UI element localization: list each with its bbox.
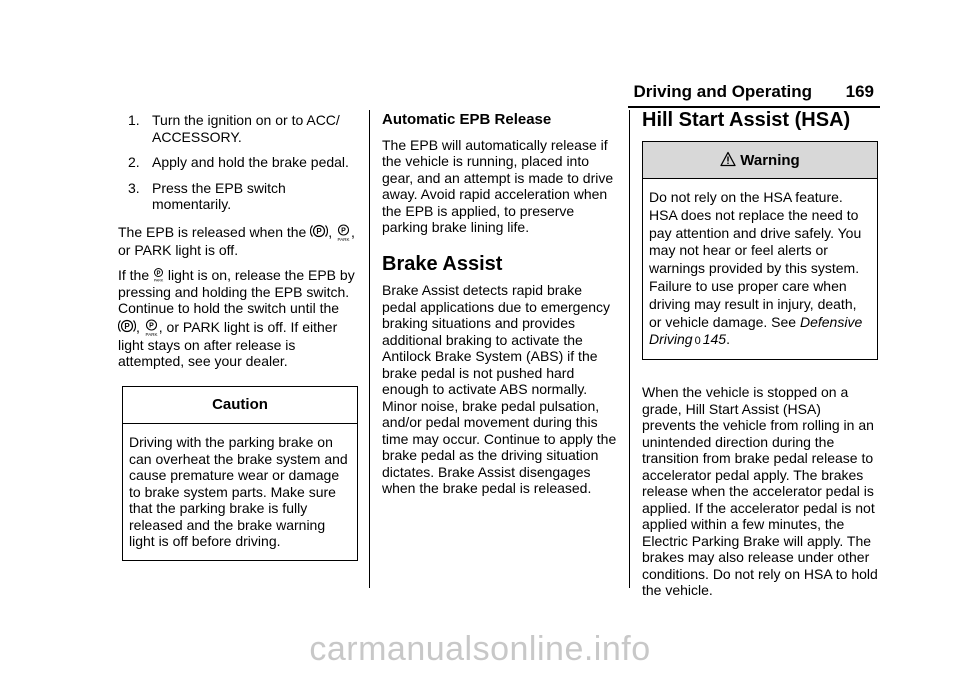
step-item: 2. Apply and hold the brake pedal.	[128, 154, 349, 170]
svg-text:P: P	[156, 270, 161, 277]
column-1	[118, 112, 358, 561]
park-icon	[153, 268, 164, 282]
auto-epb-text: The EPB will automatically release if the vehicle is running, placed into gear, and an attempt is made to drive away. Avoid rapid acceleration when the EPB is applied, to preserve parking brake lining life.	[382, 136, 614, 235]
page-number: 169	[845, 82, 874, 101]
header-rule	[628, 106, 880, 108]
caution-box	[122, 386, 358, 561]
section-title: Driving and Operating	[633, 82, 812, 101]
svg-text:P: P	[148, 322, 154, 329]
if-light-paragraph: If the P PARK light is on, release the EPB by pressing and holding the EPB switch. Continue to hold the switch until the P , P PARK , or PARK light is off. If either light stays on after release is attempted, see your dealer.	[118, 267, 355, 369]
svg-text:PARK: PARK	[153, 278, 164, 282]
park-icon	[144, 319, 159, 337]
column-3	[642, 109, 878, 608]
auto-epb-heading: Automatic EPB Release	[382, 111, 552, 128]
page-ref-arrow: 0	[694, 335, 701, 348]
page-header	[0, 82, 880, 106]
brake-assist-heading: Brake Assist	[382, 252, 503, 275]
column-divider-1	[369, 110, 370, 588]
warning-icon	[720, 151, 736, 167]
svg-text:PARK: PARK	[337, 236, 350, 242]
svg-text:PARK: PARK	[145, 331, 158, 337]
parking-brake-icon	[310, 222, 328, 240]
step-item: 1. Turn the ignition on or to ACC/ ACCESSORY.	[128, 112, 340, 145]
park-icon	[336, 224, 351, 242]
release-steps	[122, 112, 358, 213]
page-ref-number[interactable]: 145	[702, 331, 727, 348]
svg-text:P: P	[341, 227, 346, 234]
warning-box	[642, 141, 878, 361]
brake-assist-text: Brake Assist detects rapid brake pedal applications due to emergency braking situations and provides additional braking to activate the Antilock Brake System (ABS) if the brake pedal is not pushed hard enough to activate ABS normally. Minor noise, brake pedal pulsation, and/or pedal movement during this time may occur. Continue to apply the brake pedal as the driving situation dictates. Brake Assist disengages when the brake pedal is released.	[382, 282, 617, 496]
parking-brake-icon	[118, 317, 136, 335]
hsa-text: When the vehicle is stopped on a grade, Hill Start Assist (HSA) prevents the vehicle from rolling in an unintended direction during the transition from brake pedal release to accelerator pedal apply. The brakes release when the accelerator pedal is applied. If the accelerator pedal is not applied within a few minutes, the Electric Parking Brake will apply. The brakes may also release under other conditions. Do not rely on HSA to hold the vehicle.	[642, 384, 878, 599]
warning-text: Do not rely on the HSA feature. HSA does not replace the need to pay attention and drive safely. You may not hear or feel alerts or warnings provided by this system. Failure to use proper care when driving may result in injury, death, or vehicle damage. See Defensive Driving 0 145.	[649, 189, 863, 348]
step-item: 3. Press the EPB switch momentarily.	[128, 179, 286, 212]
hsa-heading: Hill Start Assist (HSA)	[642, 109, 851, 131]
released-paragraph: The EPB is released when the P , P PARK , or PARK light is off.	[118, 223, 355, 258]
svg-text:P: P	[124, 321, 130, 331]
svg-text:P: P	[316, 226, 322, 236]
warning-title: Warning	[740, 151, 800, 169]
column-divider-2	[629, 110, 630, 588]
watermark: carmanualsonline.info	[309, 630, 651, 668]
caution-title: Caution	[123, 387, 357, 425]
caution-text: Driving with the parking brake on can overheat the brake system and cause premature wear or damage to brake system parts. Make sure that the parking brake is fully released and the brake warning light is off before driving.	[129, 434, 348, 549]
column-2	[382, 112, 618, 506]
defensive-driving-link[interactable]: Defensive Driving	[649, 313, 863, 348]
warning-header	[643, 142, 877, 180]
